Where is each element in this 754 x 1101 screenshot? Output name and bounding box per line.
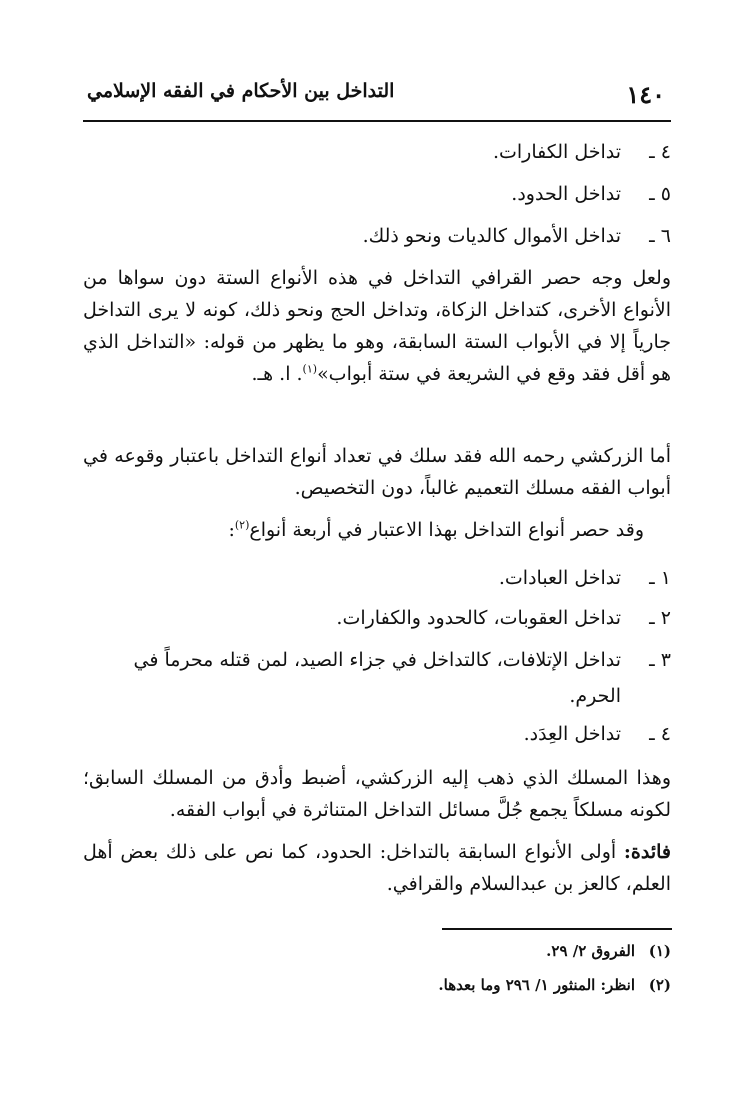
list-item-text: تداخل العبادات. — [498, 567, 621, 589]
paragraph-text: ولعل وجه حصر القرافي التداخل في هذه الأنواع الستة دون سواها من الأنواع الأخرى، كتداخل الزكاة، وتداخل الحج ونحو ذلك، كونه لا يرى التداخل جارياً إلا في الأبواب الستة السابقة، وهو ما يظهر من قوله: «التداخل الذي هو أقل فقد وقع في الشريعة في ستة أبواب» — [83, 267, 671, 385]
page-header — [83, 74, 671, 122]
list-item — [83, 176, 671, 212]
footnote — [83, 942, 671, 960]
footnote-number: (١) — [648, 942, 671, 960]
paragraph-text: أولى الأنواع السابقة بالتداخل: الحدود، كما نص على ذلك بعض أهل العلم، كالعز بن عبدالسلام والقرافي. — [83, 841, 671, 895]
list-item-number: ٢ ـ — [649, 607, 671, 629]
list-item-number: ١ ـ — [649, 567, 671, 589]
paragraph-comparison — [83, 762, 671, 826]
list-item — [83, 642, 671, 714]
paragraph-qarafi — [83, 262, 671, 390]
list-item — [83, 560, 671, 596]
footnote — [83, 976, 671, 994]
running-title: التداخل بين الأحكام في الفقه الإسلامي — [87, 80, 395, 102]
footnote-divider — [442, 928, 672, 930]
benefit-label: فائدة: — [623, 841, 671, 863]
paragraph-text: وهذا المسلك الذي ذهب إليه الزركشي، أضبط وأدق من المسلك السابق؛ لكونه مسلكاً يجمع جُلَّ مسائل التداخل المتناثرة في أبواب الفقه. — [83, 767, 671, 821]
list-item-number: ٤ ـ — [649, 723, 671, 745]
paragraph-types-intro — [83, 514, 644, 546]
footnote-ref: (٢) — [234, 518, 250, 532]
footnote-text: انظر: المنثور ١/ ٢٩٦ وما بعدها. — [438, 976, 635, 994]
list-item-number: ٦ ـ — [649, 225, 671, 247]
list-item — [83, 716, 671, 752]
footnote-text: الفروق ٢/ ٢٩. — [546, 942, 635, 960]
paragraph-benefit — [83, 836, 671, 900]
paragraph-tail: : — [228, 519, 235, 541]
paragraph-text: وقد حصر أنواع التداخل بهذا الاعتبار في أربعة أنواع — [249, 519, 644, 541]
list-item-number: ٥ ـ — [649, 183, 671, 205]
footnote-number: (٢) — [648, 976, 671, 994]
list-item-number: ٣ ـ — [649, 649, 671, 671]
list-item-text: تداخل الكفارات. — [492, 141, 621, 163]
footnote-ref: (١) — [302, 362, 318, 376]
list-item-text: تداخل العِدَد. — [523, 723, 621, 745]
list-item — [83, 134, 671, 170]
paragraph-zarkashi — [83, 440, 671, 504]
list-item-text: تداخل الإتلافات، كالتداخل في جزاء الصيد، لمن قتله محرماً في الحرم. — [133, 649, 621, 707]
list-item — [83, 218, 671, 254]
list-item — [83, 600, 671, 636]
list-item-text: تداخل الحدود. — [511, 183, 621, 205]
paragraph-tail: . ا. هـ. — [251, 363, 303, 385]
paragraph-text: أما الزركشي رحمه الله فقد سلك في تعداد أنواع التداخل باعتبار وقوعه في أبواب الفقه مسلك التعميم غالباً، دون التخصيص. — [83, 445, 671, 499]
page-number: ١٤٠ — [626, 80, 665, 109]
list-item-number: ٤ ـ — [649, 141, 671, 163]
list-item-text: تداخل الأموال كالديات ونحو ذلك. — [362, 225, 621, 247]
list-item-text: تداخل العقوبات، كالحدود والكفارات. — [336, 607, 621, 629]
